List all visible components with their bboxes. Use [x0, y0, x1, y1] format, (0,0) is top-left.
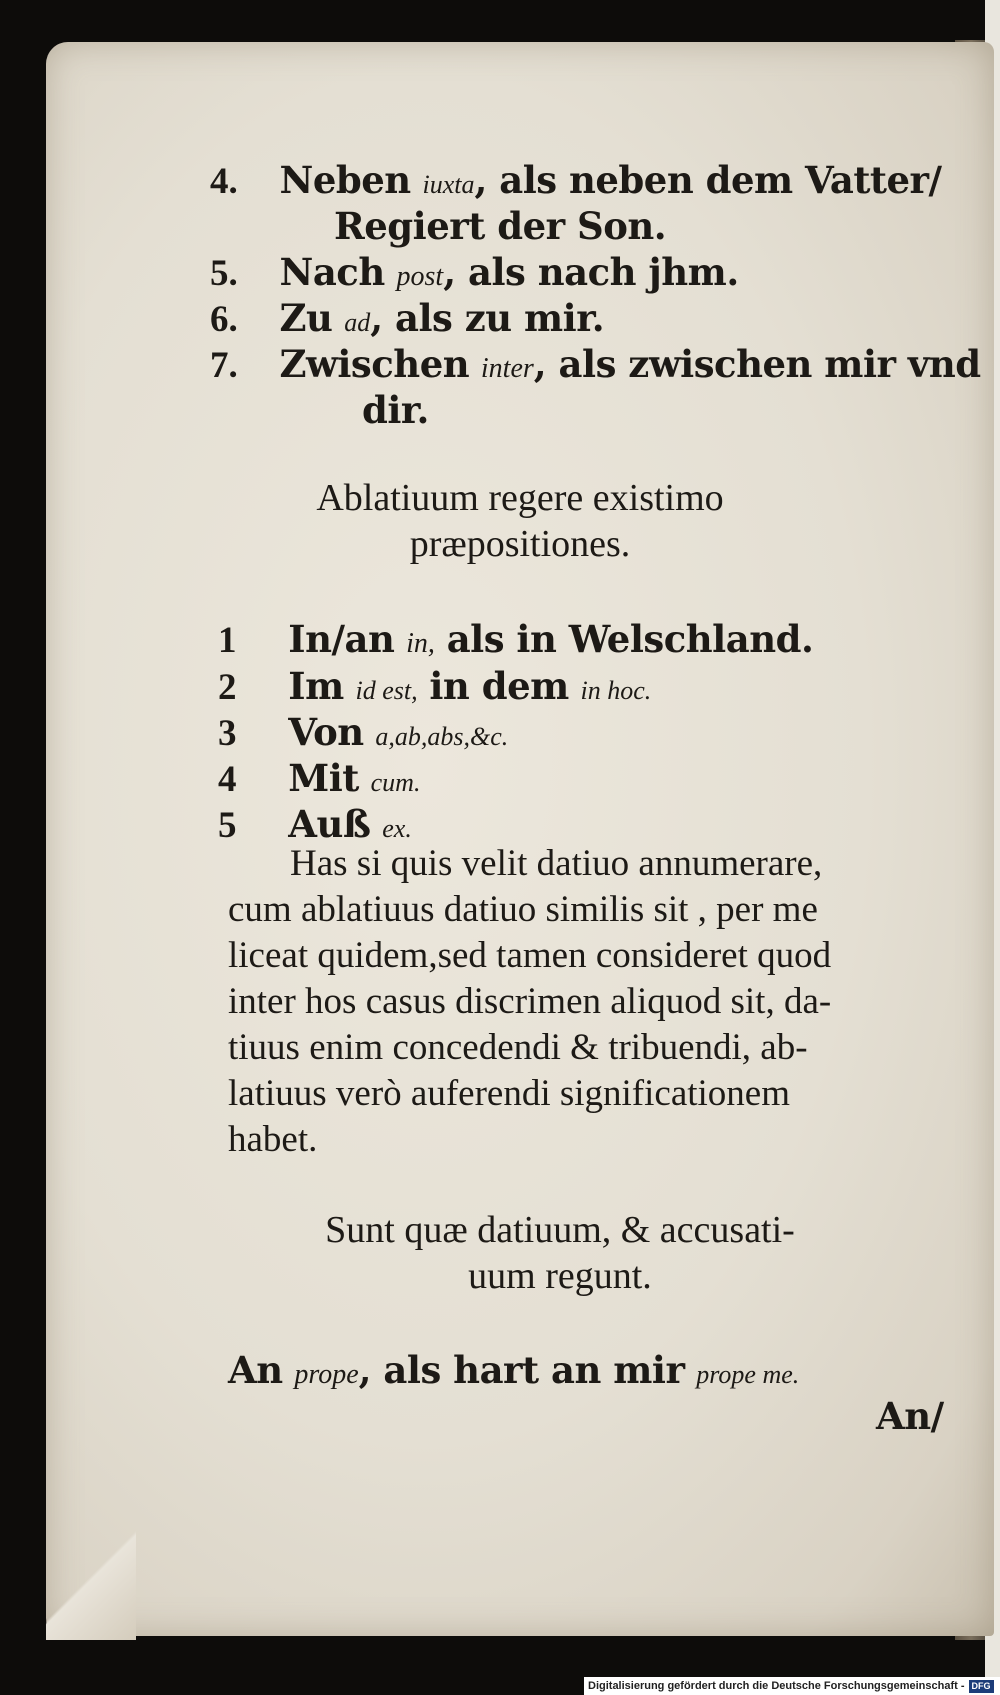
latin-word: ex. [382, 814, 412, 843]
latin-word: in, [406, 628, 435, 659]
item-number: 6. [210, 299, 238, 340]
german-word: Von [288, 710, 364, 754]
item-number: 2 [218, 667, 237, 708]
item-number: 4 [218, 759, 237, 800]
item-number: 5 [218, 805, 237, 846]
paragraph-line: tiuus enim concedendi & tribuendi, ab- [228, 1027, 808, 1068]
item-number: 1 [218, 620, 237, 661]
list-item [218, 802, 412, 847]
german-word: In/an [288, 617, 395, 661]
latin-word: id est, [355, 676, 418, 705]
continuation-line: Regiert der Son. [334, 204, 667, 248]
continuation-line: dir. [362, 388, 429, 432]
item-number: 4. [210, 161, 238, 202]
section-heading: Ablatiuum regere existimo [316, 477, 724, 519]
list-item [228, 1348, 799, 1392]
german-word: Zu [279, 296, 333, 340]
latin-translation: prope me. [696, 1360, 800, 1389]
german-example: , als nach jhm. [443, 250, 739, 294]
paragraph-line: habet. [228, 1119, 318, 1160]
digitization-footer [584, 1677, 1000, 1695]
latin-word: iuxta [422, 170, 475, 199]
german-example: , als zwischen mir vnd [533, 342, 981, 386]
list-item [210, 250, 739, 295]
latin-word: prope [294, 1359, 359, 1390]
section-heading-continued: præpositiones. [409, 523, 631, 565]
latin-word: post [396, 261, 444, 292]
paragraph-line: cum ablatiuus datiuo similis sit , per me [228, 889, 818, 930]
list-item [210, 296, 604, 341]
latin-word: inter [480, 353, 534, 384]
item-number: 7. [210, 345, 238, 386]
german-word: An [228, 1348, 283, 1392]
german-word: Zwischen [279, 342, 470, 386]
german-example: , als neben dem Vatter/ [474, 158, 942, 202]
paragraph-line: latiuus verò auferendi significationem [228, 1073, 791, 1114]
list-item [210, 342, 981, 387]
german-word: Im [288, 664, 344, 708]
list-item [218, 617, 813, 662]
paragraph-line: Has si quis velit datiuo annumerare, [290, 843, 823, 884]
list-item [218, 664, 651, 709]
paragraph-line: liceat quidem,sed tamen consideret quod [228, 935, 832, 976]
paragraph-line: inter hos casus discrimen aliquod sit, da- [228, 981, 832, 1022]
latin-word: a,ab,abs,&c. [375, 722, 509, 751]
german-word: Auß [288, 802, 371, 846]
german-word: Nach [279, 250, 385, 294]
footer-text: Digitalisierung gefördert durch die Deutsche Forschungsgemeinschaft - [588, 1680, 965, 1692]
catchword: An/ [876, 1394, 944, 1438]
section-heading: Sunt quæ datiuum, & accusati- [325, 1209, 795, 1251]
latin-translation: in hoc. [580, 676, 652, 705]
german-example: , als zu mir. [370, 296, 605, 340]
german-word: Neben [279, 158, 411, 202]
german-example: , als hart an mir [358, 1348, 685, 1392]
latin-word: cum. [370, 768, 421, 797]
dfg-logo: DFG [969, 1680, 994, 1693]
list-item [218, 710, 508, 755]
list-item [218, 756, 420, 801]
german-example: in dem [429, 664, 569, 708]
list-item [210, 158, 942, 203]
german-example: als in Welschland. [446, 617, 814, 661]
page-corner [46, 1520, 136, 1640]
german-word: Mit [288, 756, 359, 800]
item-number: 3 [218, 713, 237, 754]
section-heading-continued: uum regunt. [468, 1255, 652, 1297]
item-number: 5. [210, 253, 238, 294]
latin-word: ad [344, 308, 371, 337]
